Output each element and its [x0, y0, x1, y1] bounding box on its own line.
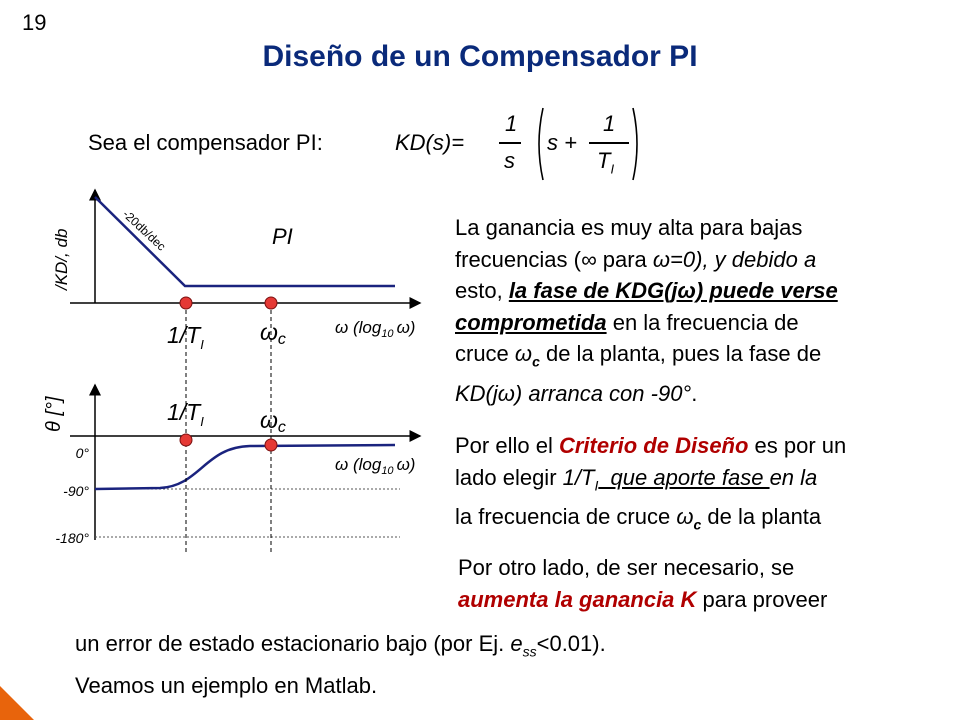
paragraph-3	[458, 552, 958, 615]
para1-line4: comprometida en la frecuencia de	[455, 309, 799, 335]
s-plus: s +	[547, 130, 577, 155]
slide-number: 19	[22, 10, 47, 35]
paragraph-4: un error de estado estacionario bajo (por Ej. $e_{ss}<0.01$).	[75, 631, 606, 660]
pi-label: PI	[272, 224, 293, 249]
frac2-numerator: 1	[603, 111, 616, 136]
phase-tick-180: -180°	[55, 530, 89, 546]
phase-tick-0: 0°	[75, 445, 89, 461]
paragraph-2	[455, 430, 955, 541]
mag-marker1-label: $1/T_I$	[167, 322, 204, 352]
frac1-denominator: s	[504, 148, 515, 173]
magnitude-plot	[52, 190, 420, 352]
paragraph-1	[455, 212, 955, 409]
frac1-bar	[499, 142, 521, 144]
para3-line2: aumenta la ganancia K para proveer	[458, 586, 828, 612]
para3-line1: Por otro lado, de ser necesario, se	[458, 555, 795, 580]
mag-marker-wc	[265, 297, 277, 309]
mag-curve	[95, 197, 395, 286]
phase-marker-1-ti	[180, 434, 192, 446]
bode-plots	[0, 0, 460, 580]
frac2-bar	[589, 142, 629, 144]
mag-marker-1-ti	[180, 297, 192, 309]
slope-label: -20db/dec	[119, 206, 169, 254]
para2-line2: lado elegir $1/T_I$ que aporte fase en la	[455, 464, 818, 493]
mag-y-label: /KD/, db	[52, 228, 71, 290]
phase-marker-wc	[265, 439, 277, 451]
frac1-numerator: 1	[505, 111, 518, 136]
paragraph-5: Veamos un ejemplo en Matlab.	[75, 673, 378, 698]
mag-x-label: ω ($\log_{10}$ ω)	[335, 318, 416, 340]
para1-line1: La ganancia es muy alta para bajas	[455, 215, 803, 240]
right-paren-icon	[631, 106, 643, 182]
phase-marker2-label: ωc	[260, 407, 286, 436]
phase-x-label: ω ($\log_{10}$ ω)	[335, 455, 416, 477]
para1-line3: esto, la fase de KDG(jω) puede verse	[455, 278, 838, 303]
formula-lhs: KD(s)=	[395, 130, 465, 155]
phase-y-label: θ [°]	[43, 396, 65, 432]
para2-line3: la frecuencia de cruce $\omega_c$ de la planta	[455, 504, 822, 533]
para1-line2: frecuencias (∞ para ω=0), y debido a	[455, 246, 817, 272]
phase-tick-90: -90°	[63, 483, 89, 499]
phase-marker1-label: $1/T_I$	[167, 399, 204, 429]
para1-line5: cruce $\omega_c$ de la planta, pues la fase de	[455, 341, 822, 370]
frac2-denominator: $T_I$	[597, 148, 615, 177]
corner-accent	[0, 686, 34, 720]
mag-marker2-label: ωc	[260, 319, 286, 348]
left-paren-icon	[533, 106, 545, 182]
intro-label: Sea el compensador PI:	[88, 130, 323, 155]
phase-plot	[43, 385, 420, 546]
para2-line1: Por ello el Criterio de Diseño es por un	[455, 433, 847, 458]
slide-title: Diseño de un Compensador PI	[262, 40, 698, 73]
para1-line6: KD(jω) arranca con -90°.	[455, 380, 698, 406]
